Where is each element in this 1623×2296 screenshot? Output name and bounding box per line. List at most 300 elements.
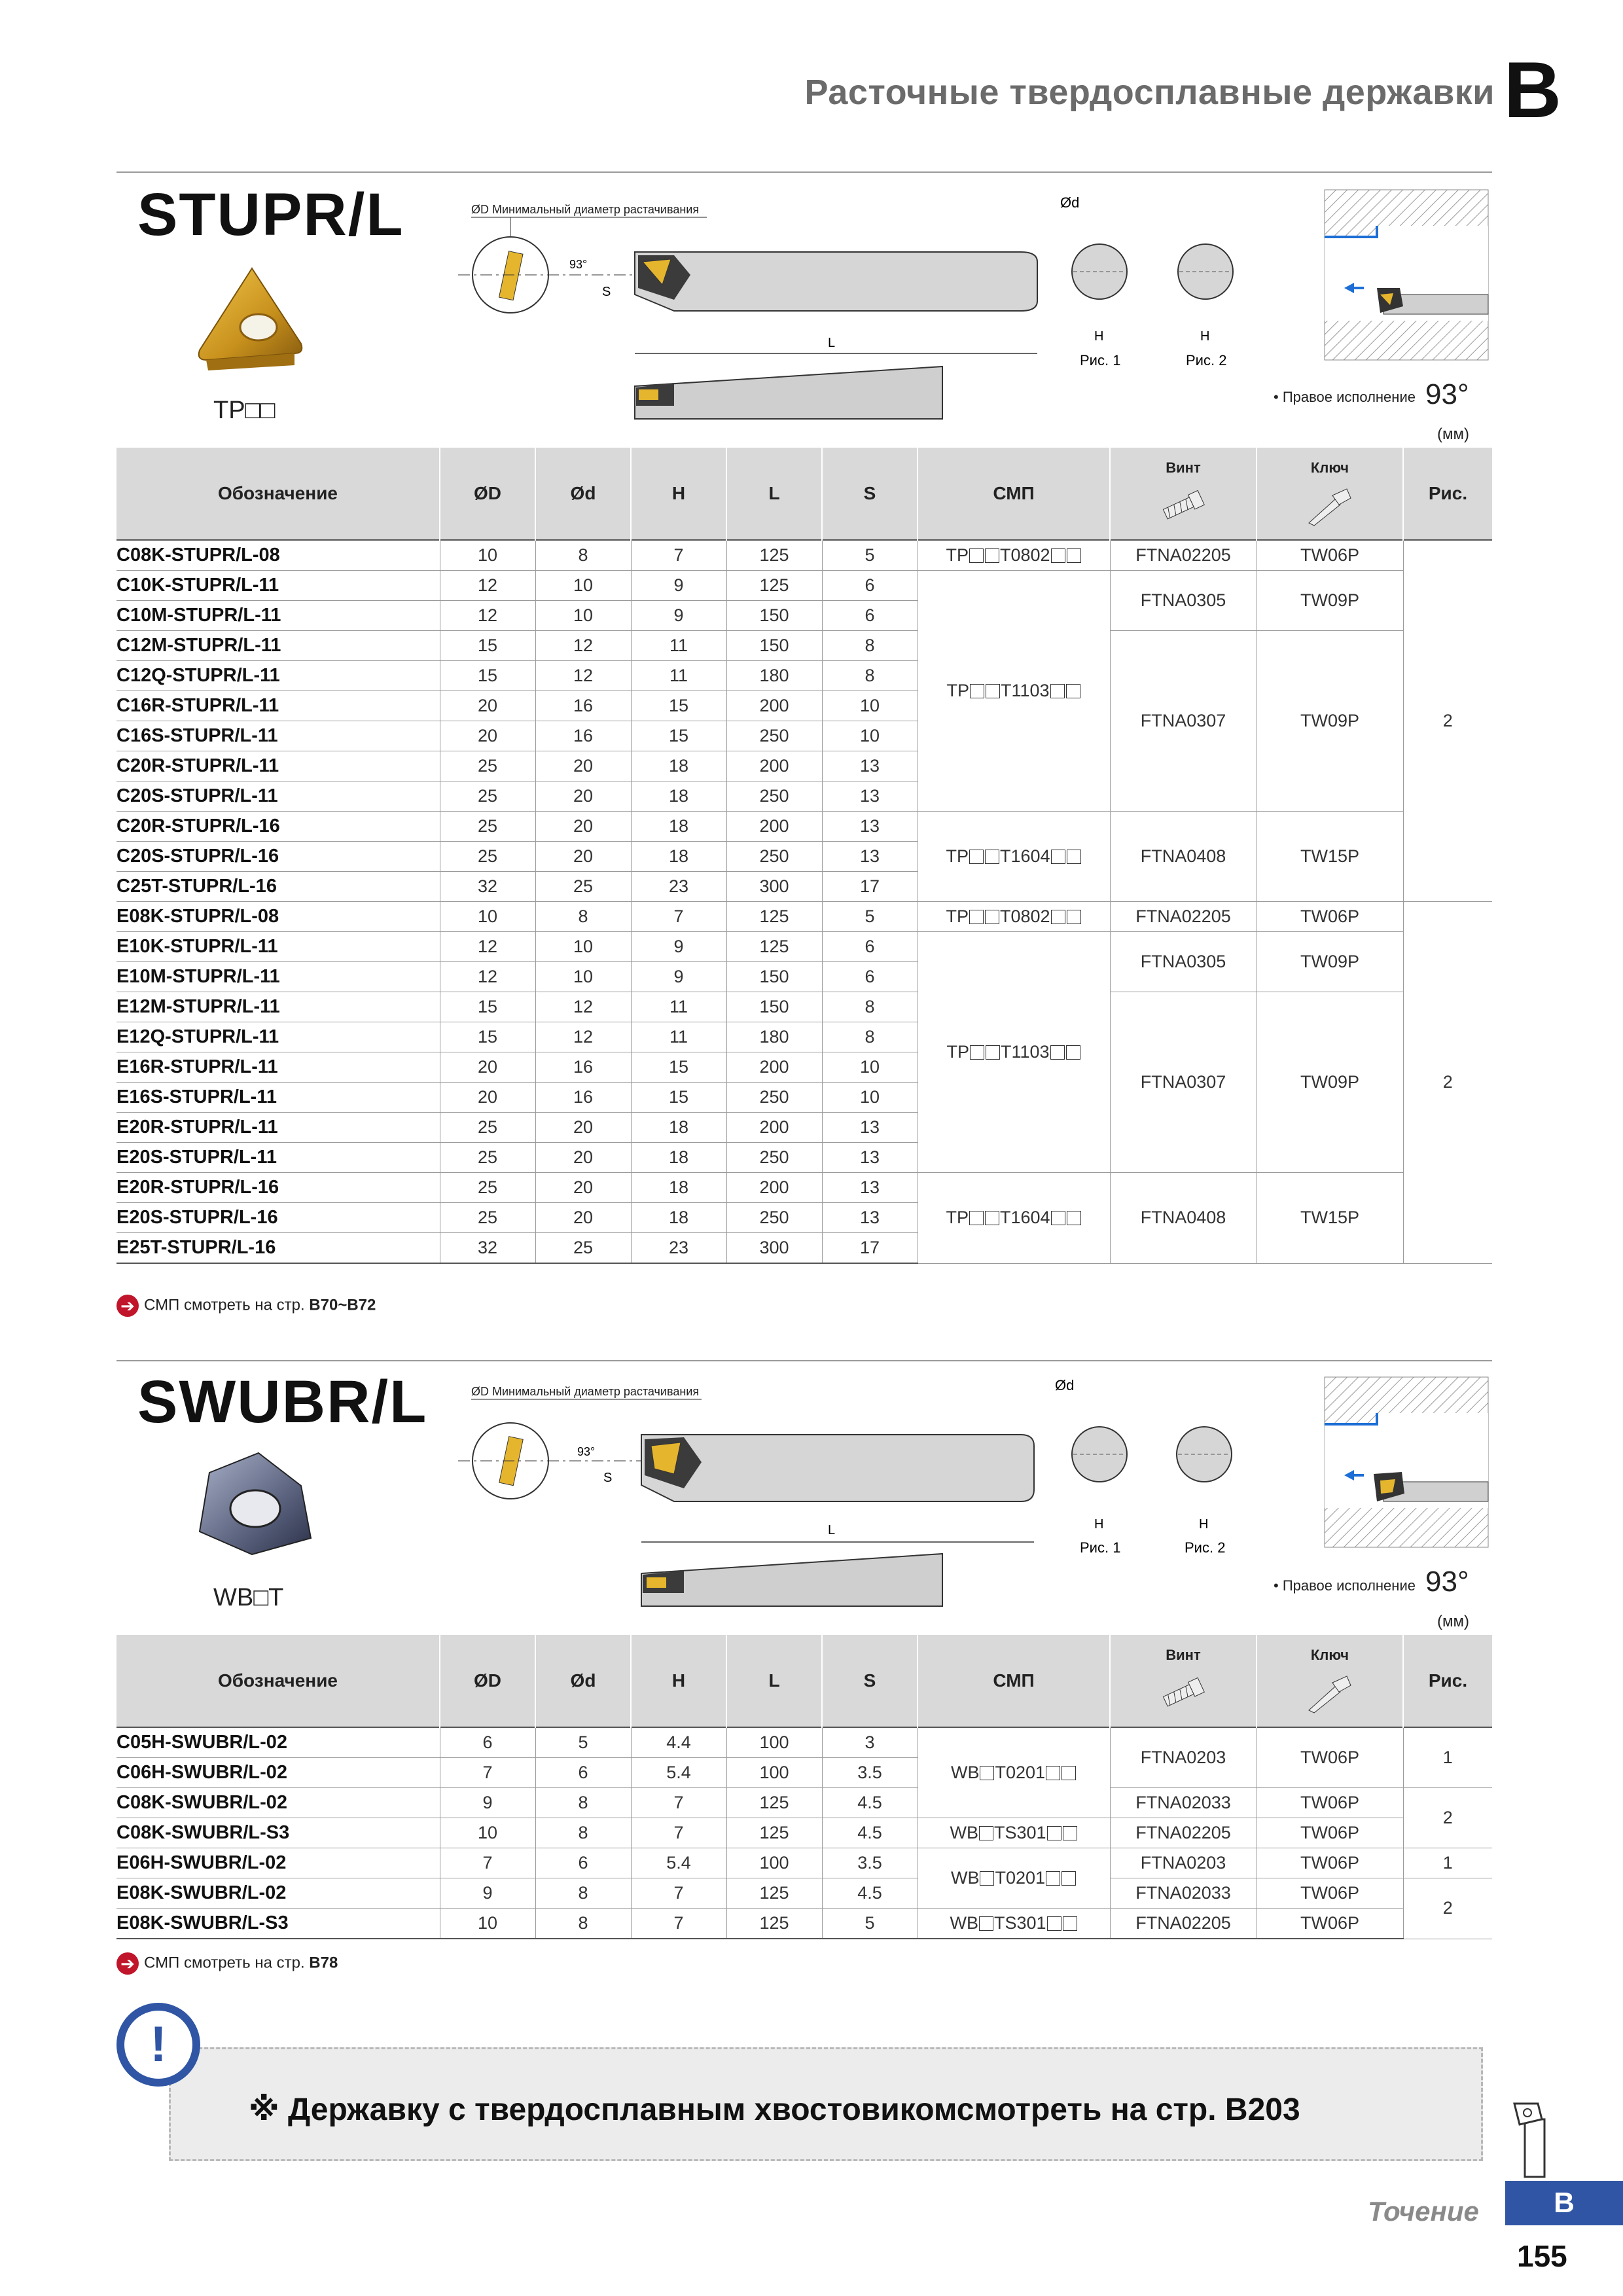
table-row bbox=[116, 631, 1492, 661]
placeholder-square bbox=[1050, 684, 1065, 698]
cell-d: 25 bbox=[535, 1233, 631, 1264]
cell-designation: C20S-STUPR/L-11 bbox=[116, 781, 440, 812]
cell-L: 125 bbox=[726, 1788, 822, 1818]
svg-text:Рис. 2: Рис. 2 bbox=[1185, 1539, 1226, 1556]
cell-S: 17 bbox=[822, 872, 918, 902]
cell-D: 25 bbox=[440, 1203, 535, 1233]
cell-screw: FTNA0408 bbox=[1110, 812, 1257, 902]
col-designation: Обозначение bbox=[116, 448, 440, 540]
callout-text: ※ Державку с твердосплавным хвостовикомсмотреть на стр. B203 bbox=[249, 2092, 1300, 2127]
cell-L: 150 bbox=[726, 601, 822, 631]
cell-S: 8 bbox=[822, 1022, 918, 1052]
table-row bbox=[116, 540, 1492, 571]
placeholder-square bbox=[1051, 910, 1065, 924]
cell-S: 4.5 bbox=[822, 1788, 918, 1818]
cell-insert: TP T1103 bbox=[918, 571, 1110, 812]
cell-key: TW09P bbox=[1257, 932, 1403, 992]
cell-L: 250 bbox=[726, 1143, 822, 1173]
cell-H: 11 bbox=[631, 992, 726, 1022]
placeholder-square bbox=[970, 684, 984, 698]
placeholder-square bbox=[979, 1826, 993, 1840]
cell-L: 150 bbox=[726, 962, 822, 992]
cell-d: 12 bbox=[535, 661, 631, 691]
placeholder-square bbox=[1046, 1766, 1060, 1780]
placeholder-square bbox=[980, 1871, 994, 1886]
cell-L: 200 bbox=[726, 751, 822, 781]
col-H: H bbox=[631, 1635, 726, 1727]
cell-L: 125 bbox=[726, 1818, 822, 1848]
cell-designation: C16R-STUPR/L-11 bbox=[116, 691, 440, 721]
turning-tool-icon bbox=[1510, 2100, 1563, 2178]
cell-S: 13 bbox=[822, 781, 918, 812]
cell-D: 20 bbox=[440, 1083, 535, 1113]
cell-D: 9 bbox=[440, 1788, 535, 1818]
cell-screw: FTNA0307 bbox=[1110, 992, 1257, 1173]
cell-screw: FTNA0203 bbox=[1110, 1848, 1257, 1878]
page-number: 155 bbox=[1517, 2239, 1567, 2273]
cell-designation: E20R-STUPR/L-11 bbox=[116, 1113, 440, 1143]
cell-d: 8 bbox=[535, 1818, 631, 1848]
cell-d: 20 bbox=[535, 842, 631, 872]
col-fig: Рис. bbox=[1403, 1635, 1492, 1727]
placeholder-square bbox=[1066, 1045, 1080, 1060]
cell-D: 7 bbox=[440, 1848, 535, 1878]
screw-icon bbox=[1110, 476, 1257, 540]
series-title-stupr: STUPR/L bbox=[137, 181, 404, 248]
screw-icon bbox=[1110, 1664, 1257, 1727]
placeholder-square bbox=[969, 1211, 984, 1225]
placeholder-square bbox=[1050, 1045, 1065, 1060]
cell-L: 250 bbox=[726, 721, 822, 751]
cell-d: 6 bbox=[535, 1848, 631, 1878]
col-D: ØD bbox=[440, 448, 535, 540]
cell-L: 100 bbox=[726, 1727, 822, 1758]
svg-text:H: H bbox=[1094, 329, 1104, 344]
cell-d: 20 bbox=[535, 751, 631, 781]
placeholder-square bbox=[1047, 1826, 1061, 1840]
table-row bbox=[116, 1818, 1492, 1848]
swubr-spec-table bbox=[116, 1635, 1492, 1939]
cell-designation: C20R-STUPR/L-16 bbox=[116, 812, 440, 842]
cell-insert: TP T1604 bbox=[918, 1173, 1110, 1264]
cell-designation: E06H-SWUBR/L-02 bbox=[116, 1848, 440, 1878]
table-row bbox=[116, 1173, 1492, 1203]
col-key: Ключ bbox=[1257, 448, 1403, 476]
cell-designation: E16R-STUPR/L-11 bbox=[116, 1052, 440, 1083]
placeholder-square bbox=[969, 548, 984, 563]
insert-label-wb: WB□T bbox=[213, 1584, 284, 1611]
cell-key: TW06P bbox=[1257, 1727, 1403, 1788]
divider bbox=[116, 1360, 1492, 1361]
angle-label: 93° bbox=[1425, 378, 1469, 410]
placeholder-square bbox=[985, 910, 999, 924]
cell-designation: C12Q-STUPR/L-11 bbox=[116, 661, 440, 691]
cell-D: 12 bbox=[440, 571, 535, 601]
cell-designation: E10M-STUPR/L-11 bbox=[116, 962, 440, 992]
cell-S: 6 bbox=[822, 601, 918, 631]
cell-H: 5.4 bbox=[631, 1758, 726, 1788]
cell-insert: WB T0201 bbox=[918, 1848, 1110, 1909]
placeholder-square bbox=[985, 548, 999, 563]
cell-L: 200 bbox=[726, 1052, 822, 1083]
cell-L: 125 bbox=[726, 1878, 822, 1909]
cell-key: TW15P bbox=[1257, 1173, 1403, 1264]
cell-H: 15 bbox=[631, 1083, 726, 1113]
cell-S: 13 bbox=[822, 1173, 918, 1203]
series-title-swubr: SWUBR/L bbox=[137, 1369, 428, 1435]
arrow-right-icon: ➔ bbox=[116, 1295, 139, 1317]
cell-D: 32 bbox=[440, 1233, 535, 1264]
cell-designation: C25T-STUPR/L-16 bbox=[116, 872, 440, 902]
col-H: H bbox=[631, 448, 726, 540]
angle-label: 93° bbox=[1425, 1566, 1469, 1598]
cell-d: 8 bbox=[535, 1788, 631, 1818]
svg-text:ØD Минимальный диаметр растачи: ØD Минимальный диаметр растачивания bbox=[471, 1385, 700, 1398]
cell-key: TW06P bbox=[1257, 1818, 1403, 1848]
svg-text:Рис. 1: Рис. 1 bbox=[1080, 1539, 1121, 1556]
svg-text:S: S bbox=[603, 1471, 613, 1485]
cell-H: 18 bbox=[631, 1203, 726, 1233]
table-row bbox=[116, 812, 1492, 842]
cell-S: 13 bbox=[822, 1143, 918, 1173]
cell-D: 6 bbox=[440, 1727, 535, 1758]
cell-S: 10 bbox=[822, 1052, 918, 1083]
cell-H: 9 bbox=[631, 962, 726, 992]
placeholder-square bbox=[1067, 1211, 1081, 1225]
cell-D: 25 bbox=[440, 781, 535, 812]
min-diameter-label: ØD Минимальный диаметр растачивания bbox=[471, 203, 700, 216]
svg-text:H: H bbox=[1200, 329, 1210, 344]
cell-S: 8 bbox=[822, 661, 918, 691]
placeholder-square bbox=[985, 850, 999, 864]
cell-L: 200 bbox=[726, 1113, 822, 1143]
insert-reference-note-1: ➔ СМП смотреть на стр. B70~B72 bbox=[116, 1295, 376, 1317]
cell-d: 16 bbox=[535, 1052, 631, 1083]
cell-L: 200 bbox=[726, 812, 822, 842]
cell-S: 6 bbox=[822, 571, 918, 601]
cell-D: 12 bbox=[440, 932, 535, 962]
placeholder-square bbox=[980, 1766, 994, 1780]
table-row bbox=[116, 1878, 1492, 1909]
cell-S: 13 bbox=[822, 1203, 918, 1233]
cell-H: 7 bbox=[631, 1788, 726, 1818]
svg-text:L: L bbox=[828, 1523, 836, 1537]
svg-text:H: H bbox=[1199, 1517, 1209, 1532]
cell-D: 25 bbox=[440, 842, 535, 872]
cell-d: 20 bbox=[535, 781, 631, 812]
cell-d: 10 bbox=[535, 571, 631, 601]
col-L: L bbox=[726, 1635, 822, 1727]
cell-insert: TP T1604 bbox=[918, 812, 1110, 902]
cell-L: 125 bbox=[726, 902, 822, 932]
cell-designation: E12Q-STUPR/L-11 bbox=[116, 1022, 440, 1052]
cell-H: 18 bbox=[631, 751, 726, 781]
unit-label: (мм) bbox=[1437, 425, 1469, 443]
cell-screw: FTNA02205 bbox=[1110, 1818, 1257, 1848]
key-icon bbox=[1257, 1664, 1403, 1727]
placeholder-square bbox=[1063, 1916, 1077, 1931]
cell-d: 8 bbox=[535, 540, 631, 571]
cell-designation: E16S-STUPR/L-11 bbox=[116, 1083, 440, 1113]
svg-text:Ød: Ød bbox=[1055, 1377, 1075, 1393]
cell-d: 10 bbox=[535, 932, 631, 962]
cell-H: 18 bbox=[631, 812, 726, 842]
placeholder-square bbox=[1063, 1826, 1077, 1840]
cell-H: 4.4 bbox=[631, 1727, 726, 1758]
col-d: Ød bbox=[535, 1635, 631, 1727]
cell-D: 10 bbox=[440, 1909, 535, 1939]
svg-text:H: H bbox=[1094, 1517, 1104, 1532]
cell-L: 150 bbox=[726, 631, 822, 661]
cell-H: 7 bbox=[631, 1909, 726, 1939]
cell-key: TW06P bbox=[1257, 1788, 1403, 1818]
cell-d: 20 bbox=[535, 1203, 631, 1233]
cell-H: 18 bbox=[631, 1143, 726, 1173]
cell-designation: C10M-STUPR/L-11 bbox=[116, 601, 440, 631]
exclamation-icon: ! bbox=[116, 2003, 200, 2087]
col-d: Ød bbox=[535, 448, 631, 540]
col-D: ØD bbox=[440, 1635, 535, 1727]
cell-S: 8 bbox=[822, 631, 918, 661]
cell-key: TW06P bbox=[1257, 902, 1403, 932]
placeholder-square bbox=[969, 850, 984, 864]
cell-S: 5 bbox=[822, 1909, 918, 1939]
cell-key: TW06P bbox=[1257, 1878, 1403, 1909]
cell-H: 18 bbox=[631, 781, 726, 812]
cell-designation: C20S-STUPR/L-16 bbox=[116, 842, 440, 872]
cell-d: 20 bbox=[535, 1173, 631, 1203]
footer-letter: B bbox=[1505, 2181, 1623, 2225]
placeholder-square bbox=[969, 910, 984, 924]
cell-designation: C08K-SWUBR/L-S3 bbox=[116, 1818, 440, 1848]
cell-designation: C10K-STUPR/L-11 bbox=[116, 571, 440, 601]
cell-d: 16 bbox=[535, 691, 631, 721]
cell-d: 10 bbox=[535, 601, 631, 631]
table-row bbox=[116, 992, 1492, 1022]
cell-designation: C20R-STUPR/L-11 bbox=[116, 751, 440, 781]
cell-H: 18 bbox=[631, 842, 726, 872]
cell-screw: FTNA02205 bbox=[1110, 902, 1257, 932]
cell-designation: E12M-STUPR/L-11 bbox=[116, 992, 440, 1022]
cell-H: 9 bbox=[631, 571, 726, 601]
cell-D: 20 bbox=[440, 721, 535, 751]
placeholder-square bbox=[1046, 1871, 1060, 1886]
cell-L: 200 bbox=[726, 1173, 822, 1203]
cell-d: 12 bbox=[535, 992, 631, 1022]
svg-text:93°: 93° bbox=[577, 1445, 596, 1458]
placeholder-square bbox=[1067, 548, 1081, 563]
cell-designation: C05H-SWUBR/L-02 bbox=[116, 1727, 440, 1758]
cell-D: 15 bbox=[440, 631, 535, 661]
cell-S: 10 bbox=[822, 1083, 918, 1113]
cell-d: 10 bbox=[535, 962, 631, 992]
cell-S: 3.5 bbox=[822, 1758, 918, 1788]
unit-label: (мм) bbox=[1437, 1613, 1469, 1630]
swubr-cross-sections bbox=[1060, 1394, 1243, 1558]
divider bbox=[116, 171, 1492, 173]
cell-H: 23 bbox=[631, 1233, 726, 1264]
cell-screw: FTNA02205 bbox=[1110, 540, 1257, 571]
placeholder-square bbox=[986, 1045, 1000, 1060]
cell-D: 10 bbox=[440, 540, 535, 571]
cell-D: 10 bbox=[440, 902, 535, 932]
table-row bbox=[116, 932, 1492, 962]
cell-fig: 2 bbox=[1403, 1878, 1492, 1939]
cell-fig: 2 bbox=[1403, 902, 1492, 1264]
cell-S: 4.5 bbox=[822, 1818, 918, 1848]
cell-D: 9 bbox=[440, 1878, 535, 1909]
cell-L: 250 bbox=[726, 781, 822, 812]
arrow-right-icon: ➔ bbox=[116, 1952, 139, 1975]
table-row bbox=[116, 1909, 1492, 1939]
cell-D: 7 bbox=[440, 1758, 535, 1788]
cell-S: 4.5 bbox=[822, 1878, 918, 1909]
cell-d: 8 bbox=[535, 1909, 631, 1939]
cell-d: 16 bbox=[535, 721, 631, 751]
svg-text:Ød: Ød bbox=[1060, 194, 1080, 211]
cell-H: 15 bbox=[631, 721, 726, 751]
cell-d: 6 bbox=[535, 1758, 631, 1788]
section-letter: B bbox=[1503, 45, 1561, 134]
col-designation: Обозначение bbox=[116, 1635, 440, 1727]
cell-H: 11 bbox=[631, 1022, 726, 1052]
cell-screw: FTNA0305 bbox=[1110, 571, 1257, 631]
cell-insert: WB T0201 bbox=[918, 1727, 1110, 1818]
cell-designation: C12M-STUPR/L-11 bbox=[116, 631, 440, 661]
cell-H: 7 bbox=[631, 1818, 726, 1848]
cell-S: 17 bbox=[822, 1233, 918, 1264]
cell-key: TW06P bbox=[1257, 540, 1403, 571]
svg-text:Рис. 1: Рис. 1 bbox=[1080, 352, 1121, 368]
cell-key: TW09P bbox=[1257, 571, 1403, 631]
cell-insert: TP T0802 bbox=[918, 902, 1110, 932]
cell-L: 150 bbox=[726, 992, 822, 1022]
stupr-tool-drawing bbox=[458, 190, 1080, 439]
cell-d: 8 bbox=[535, 902, 631, 932]
col-S: S bbox=[822, 448, 918, 540]
cell-designation: E10K-STUPR/L-11 bbox=[116, 932, 440, 962]
cell-H: 7 bbox=[631, 1878, 726, 1909]
cell-insert: WB TS301 bbox=[918, 1909, 1110, 1939]
insert-label-tp: TP□□ bbox=[213, 397, 276, 424]
cell-S: 10 bbox=[822, 691, 918, 721]
cell-H: 7 bbox=[631, 540, 726, 571]
cell-designation: C06H-SWUBR/L-02 bbox=[116, 1758, 440, 1788]
cell-D: 12 bbox=[440, 601, 535, 631]
cell-screw: FTNA02033 bbox=[1110, 1878, 1257, 1909]
cell-d: 16 bbox=[535, 1083, 631, 1113]
placeholder-square bbox=[1067, 910, 1081, 924]
cell-S: 5 bbox=[822, 902, 918, 932]
cell-insert: WB TS301 bbox=[918, 1818, 1110, 1848]
stupr-spec-table bbox=[116, 448, 1492, 1264]
svg-text:Рис. 2: Рис. 2 bbox=[1186, 352, 1227, 368]
cell-S: 13 bbox=[822, 1113, 918, 1143]
table-row bbox=[116, 1727, 1492, 1758]
wb-insert-image bbox=[190, 1446, 321, 1564]
svg-text:S: S bbox=[602, 285, 611, 299]
cell-designation: E08K-SWUBR/L-S3 bbox=[116, 1909, 440, 1939]
placeholder-square bbox=[1051, 1211, 1065, 1225]
cell-S: 13 bbox=[822, 842, 918, 872]
cell-screw: FTNA02033 bbox=[1110, 1788, 1257, 1818]
cell-L: 250 bbox=[726, 842, 822, 872]
cell-S: 3 bbox=[822, 1727, 918, 1758]
cell-H: 7 bbox=[631, 902, 726, 932]
cell-screw: FTNA0305 bbox=[1110, 932, 1257, 992]
placeholder-square bbox=[1067, 850, 1081, 864]
cell-H: 9 bbox=[631, 932, 726, 962]
cell-d: 25 bbox=[535, 872, 631, 902]
cell-D: 20 bbox=[440, 1052, 535, 1083]
cell-D: 25 bbox=[440, 1113, 535, 1143]
footer-section: Точение bbox=[1368, 2196, 1479, 2227]
cell-fig: 2 bbox=[1403, 1788, 1492, 1848]
cell-L: 125 bbox=[726, 571, 822, 601]
cell-key: TW06P bbox=[1257, 1848, 1403, 1878]
right-execution-label: • Правое исполнение bbox=[1274, 1577, 1416, 1594]
cell-L: 180 bbox=[726, 661, 822, 691]
placeholder-square bbox=[1051, 850, 1065, 864]
cell-S: 6 bbox=[822, 932, 918, 962]
page-title: Расточные твердосплавные державки bbox=[804, 73, 1495, 112]
cell-H: 18 bbox=[631, 1173, 726, 1203]
cell-designation: C16S-STUPR/L-11 bbox=[116, 721, 440, 751]
cell-S: 13 bbox=[822, 751, 918, 781]
cell-H: 18 bbox=[631, 1113, 726, 1143]
col-insert: СМП bbox=[918, 1635, 1110, 1727]
cell-fig: 2 bbox=[1403, 540, 1492, 902]
cell-L: 180 bbox=[726, 1022, 822, 1052]
cell-key: TW09P bbox=[1257, 631, 1403, 812]
table-row bbox=[116, 1788, 1492, 1818]
placeholder-square bbox=[1047, 1916, 1061, 1931]
svg-text:93°: 93° bbox=[569, 258, 588, 271]
stupr-cross-sections bbox=[1060, 209, 1243, 373]
cell-D: 25 bbox=[440, 1173, 535, 1203]
table-row bbox=[116, 1848, 1492, 1878]
cell-designation: E25T-STUPR/L-16 bbox=[116, 1233, 440, 1264]
cell-D: 15 bbox=[440, 1022, 535, 1052]
col-screw: Винт bbox=[1110, 1635, 1257, 1664]
cell-H: 11 bbox=[631, 631, 726, 661]
table-row bbox=[116, 571, 1492, 601]
cell-S: 3.5 bbox=[822, 1848, 918, 1878]
cell-d: 20 bbox=[535, 1143, 631, 1173]
cell-key: TW15P bbox=[1257, 812, 1403, 902]
cell-S: 5 bbox=[822, 540, 918, 571]
cell-L: 250 bbox=[726, 1083, 822, 1113]
cell-S: 13 bbox=[822, 812, 918, 842]
placeholder-square bbox=[986, 684, 1000, 698]
col-key: Ключ bbox=[1257, 1635, 1403, 1664]
placeholder-square bbox=[1061, 1766, 1076, 1780]
cell-D: 15 bbox=[440, 661, 535, 691]
key-icon bbox=[1257, 476, 1403, 540]
insert-reference-note-2: ➔ СМП смотреть на стр. B78 bbox=[116, 1952, 338, 1975]
cell-D: 25 bbox=[440, 751, 535, 781]
placeholder-square bbox=[985, 1211, 999, 1225]
cell-insert: TP T0802 bbox=[918, 540, 1110, 571]
cell-insert: TP T1103 bbox=[918, 932, 1110, 1173]
placeholder-square bbox=[970, 1045, 984, 1060]
col-screw: Винт bbox=[1110, 448, 1257, 476]
cell-L: 125 bbox=[726, 932, 822, 962]
cell-D: 15 bbox=[440, 992, 535, 1022]
cell-screw: FTNA0307 bbox=[1110, 631, 1257, 812]
cell-D: 25 bbox=[440, 1143, 535, 1173]
svg-text:L: L bbox=[828, 336, 836, 350]
